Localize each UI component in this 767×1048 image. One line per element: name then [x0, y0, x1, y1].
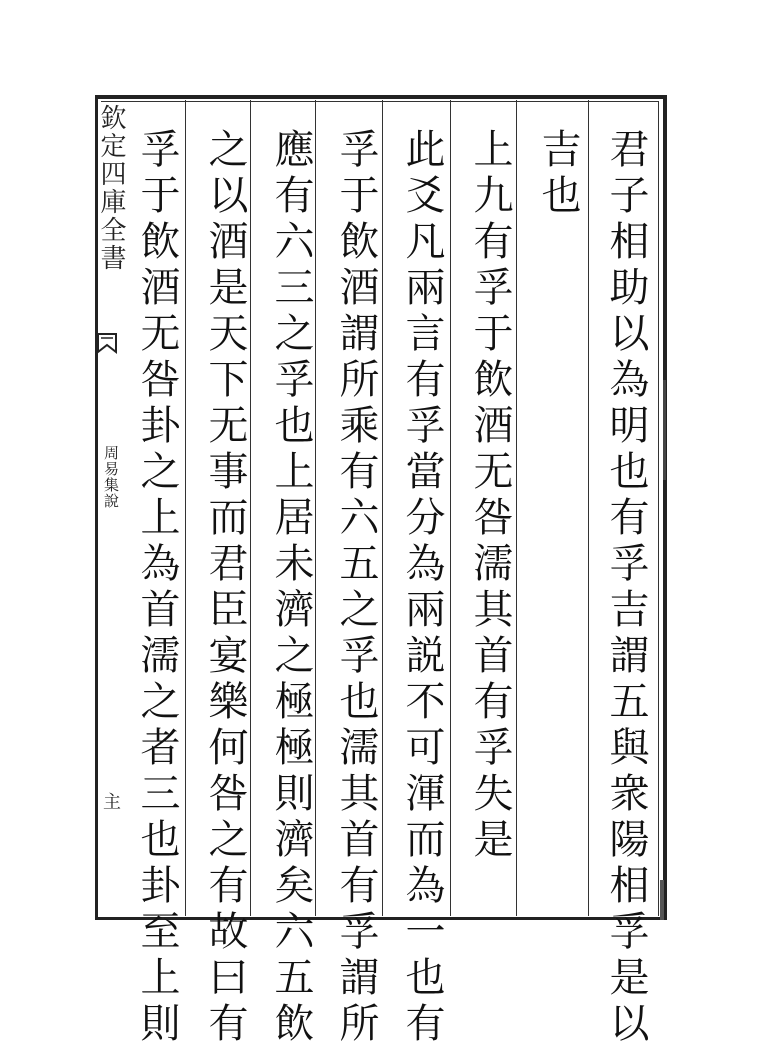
column-rule — [588, 100, 589, 916]
text-column-2: 吉也 — [535, 128, 581, 220]
text-column-7: 之以酒是天下无事而君臣宴樂何咎之有故曰有 — [202, 128, 248, 1048]
text-column-8: 孚于飲酒无咎卦之上為首濡之者三也卦至上則 — [134, 128, 180, 1048]
text-column-1: 君子相助以為明也有孚吉謂五與衆陽相孚是以 — [603, 128, 649, 1048]
margin-page-number: 主 — [100, 792, 121, 810]
text-column-3: 上九有孚于飲酒无咎濡其首有孚失是 — [467, 128, 513, 864]
page-edge-shadow — [663, 380, 666, 480]
fishtail-mark-icon — [96, 330, 118, 360]
text-column-4: 此爻凡兩言有孚當分為兩説不可渾而為一也有 — [399, 128, 445, 1048]
text-column-6: 應有六三之孚也上居未濟之極極則濟矣六五飲 — [268, 128, 314, 1048]
text-column-5: 孚于飲酒謂所乘有六五之孚也濡其首有孚謂所 — [333, 128, 379, 1048]
margin-book-title: 周易集說 — [102, 445, 120, 509]
margin-header: 欽定四庫全書 — [96, 104, 126, 272]
page-edge-shadow — [660, 880, 664, 920]
